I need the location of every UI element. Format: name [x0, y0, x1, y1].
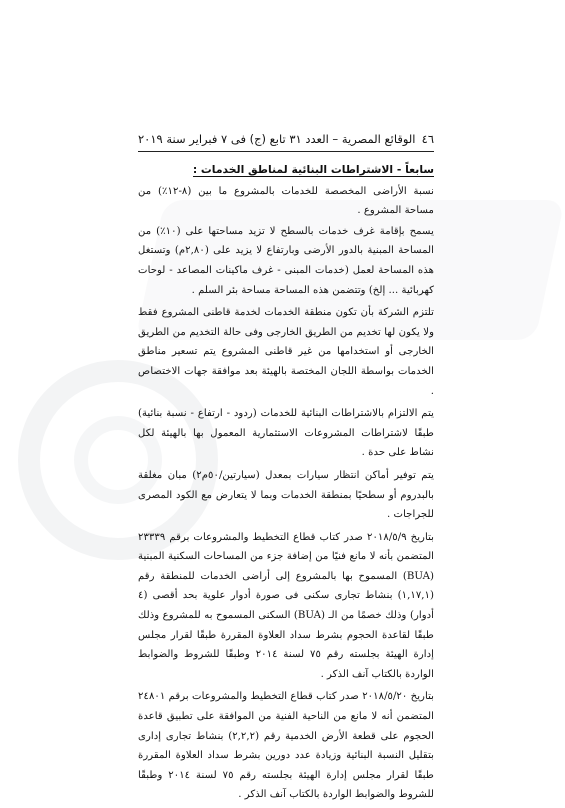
header-divider	[138, 151, 434, 152]
page-header	[138, 130, 434, 148]
main-content	[138, 160, 434, 808]
paragraph: يتم توفير أماكن انتظار سيارات بمعدل (سيارتين/٥٠م٢) مبان مغلقة بالبدروم أو سطحيًا بمنطقة الخدمات وبما لا يتعارض مع الكود المصرى للجراجات .	[138, 469, 434, 521]
paragraph: بتاريخ ٢٠١٨/٥/٢٠ صدر كتاب قطاع التخطيط والمشروعات برقم ٢٤٨٠١ المتضمن أنه لا مانع من الناحية الفنية من الموافقة على تطبيق قاعدة الحجوم على قطعة الأرض الخدمية رقم (٢,٢,٢) بنشاط تجارى إدارى بتقليل النسبة البنائية وزيادة عدد دورين بشرط سداد العلاوة المقررة طبقًا لقرار مجلس إدارة الهيئة بجلسته رقم ٧٥ لسنة ٢٠١٤ وطبقًا للشروط والضوابط الواردة بالكتاب آنف الذكر .	[138, 691, 434, 801]
publication-title: الوقائع المصرية – العدد ٣١ تابع (ج) فى ٧ فبراير سنة ٢٠١٩	[138, 132, 416, 146]
paragraph: يتم الالتزام بالاشتراطات البنائية للخدمات (ردود - ارتفاع - نسبة بنائية) طبقًا لاشتراطات المشروعات الاستثمارية المعمول بها بالهيئة لكل نشاط على حدة .	[138, 408, 434, 459]
paragraph: يسمح بإقامة غرف خدمات بالسطح لا تزيد مساحتها على (١٠٪) من المساحة المبنية بالدور الأرضى وبارتفاع لا يزيد على (٢,٨٠م) وتستغل هذه المساحة لعمل (خدمات المبنى - غرف ماكينات المصاعد - لوحات كهربائية ... إلخ) وتتضمن هذه المساحة مساحة بئر السلم .	[138, 225, 434, 296]
page-number: ٤٦	[421, 132, 434, 146]
paragraph: بتاريخ ٢٠١٨/٥/٩ صدر كتاب قطاع التخطيط والمشروعات برقم ٢٣٣٣٩ المتضمن بأنه لا مانع فنيًا من إضافة جزء من المساحات السكنية المبنية (BUA) المسموح بها بالمشروع إلى أراضى الخدمات للمنطقة رقم (١,١٧,١) بنشاط تجارى سكنى فى صورة أدوار علوية بحد أقصى (٤ أدوار) وذلك خصمًا من الـ (BUA) السكنى المسموح به للمشروع وذلك طبقًا لقاعدة الحجوم بشرط سداد العلاوة المقررة طبقًا لقرار مجلس إدارة الهيئة بجلسته رقم ٧٥ لسنة ٢٠١٤ وطبقًا للشروط والضوابط الواردة بالكتاب آنف الذكر .	[138, 531, 434, 680]
paragraph: تلتزم الشركة بأن تكون منطقة الخدمات لخدمة قاطنى المشروع فقط ولا يكون لها تخديم من الطريق الخارجى وفى حالة التخديم من الطريق الخارجى أو استخدامها من غير قاطنى المشروع يتم تسعير مناطق الخدمات بواسطة اللجان المختصة بالهيئة بعد موافقة جهات الاختصاص .	[138, 307, 434, 397]
paragraph: نسبة الأراضى المخصصة للخدمات بالمشروع ما بين (٨-١٢٪) من مساحة المشروع .	[138, 185, 434, 217]
section-title: سابعاً - الاشتراطات البنائية لمناطق الخدمات :	[192, 163, 434, 176]
